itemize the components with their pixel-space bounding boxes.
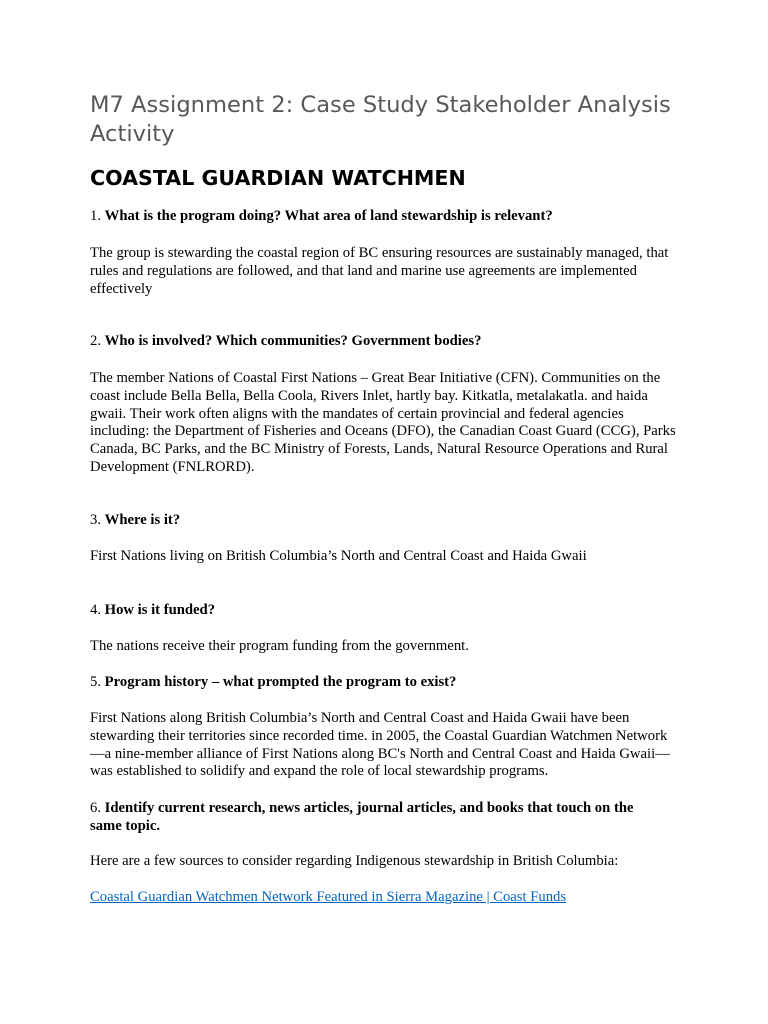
question-text: Where is it?: [104, 512, 181, 528]
question-text: Identify current research, news articles, journal articles, and books that touch on the same topic.: [90, 800, 634, 834]
question-number: 5.: [90, 674, 101, 690]
source-link-line: [90, 889, 680, 907]
question-5: [90, 674, 680, 692]
answer-2: The member Nations of Coastal First Nations – Great Bear Initiative (CFN). Communities on the coast include Bella Bella, Bella Coola, Rivers Inlet, hartly bay. Kitkatla, metalakatla. and haida gwaii. Their work often aligns with the mandates of certain provincial and federal agencies including: the Department of Fisheries and Oceans (DFO), the Canadian Coast Guard (CCG), Parks Canada, BC Parks, and the BC Ministry of Forests, Lands, Natural Resource Operations and Rural Development (FNLRORD).: [90, 370, 676, 475]
question-3: [90, 512, 680, 530]
question-text: Program history – what prompted the program to exist?: [104, 674, 457, 690]
answer-3: First Nations living on British Columbia’s North and Central Coast and Haida Gwaii: [90, 548, 587, 564]
answer-1: The group is stewarding the coastal region of BC ensuring resources are sustainably managed, that rules and regulations are followed, and that land and marine use agreements are implemented effectively: [90, 245, 669, 297]
answer-6: Here are a few sources to consider regarding Indigenous stewardship in British Columbia:: [90, 853, 619, 869]
question-4: [90, 602, 680, 620]
question-number: 4.: [90, 602, 101, 618]
section-heading: COASTAL GUARDIAN WATCHMEN: [90, 166, 466, 190]
question-2: [90, 333, 680, 351]
answer-4: The nations receive their program funding from the government.: [90, 638, 469, 654]
question-text: Who is involved? Which communities? Government bodies?: [104, 333, 482, 349]
question-text: What is the program doing? What area of land stewardship is relevant?: [104, 208, 553, 224]
coast-funds-link[interactable]: Coastal Guardian Watchmen Network Featured in Sierra Magazine | Coast Funds: [90, 889, 567, 905]
question-number: 2.: [90, 333, 101, 349]
document-title: M7 Assignment 2: Case Study Stakeholder Analysis Activity: [90, 92, 671, 147]
question-number: 1.: [90, 208, 101, 224]
question-1: [90, 208, 680, 226]
answer-5: First Nations along British Columbia’s North and Central Coast and Haida Gwaii have been stewarding their territories since recorded time. in 2005, the Coastal Guardian Watchmen Network—a nine-member alliance of First Nations along BC's North and Central Coast and Haida Gwaii—was established to solidify and expand the role of local stewardship programs.: [90, 710, 670, 780]
question-number: 6.: [90, 800, 101, 816]
question-number: 3.: [90, 512, 101, 528]
question-6: [90, 800, 640, 836]
question-text: How is it funded?: [104, 602, 216, 618]
